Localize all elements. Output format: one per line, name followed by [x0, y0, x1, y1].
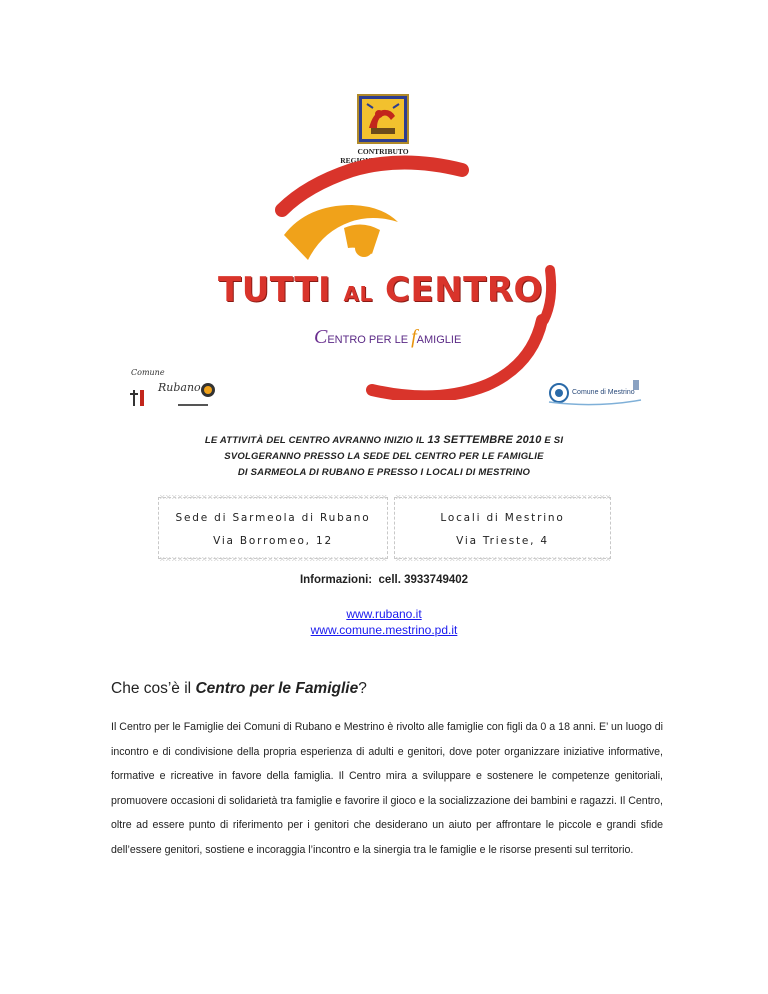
address-box-mestrino	[394, 497, 611, 559]
announcement-line1	[150, 432, 618, 449]
announcement	[150, 432, 618, 481]
logo-subtitle-f: f	[411, 326, 417, 348]
logo-subtitle-end: AMIGLIE	[416, 334, 462, 346]
zigzag-border-top	[159, 495, 387, 499]
seal-caption-line1: CONTRIBUTO	[357, 147, 409, 156]
zigzag-border-bottom	[159, 557, 387, 561]
links	[0, 606, 768, 638]
section-paragraph: Il Centro per le Famiglie dei Comuni di Rubano e Mestrino è rivolto alle famiglie con figli da 0 a 18 anni. E’ un luogo di incontro e di condivisione della propria esperienza di adulti e genitori, dove poter organizzare iniziative informative, formative e ricreative in favore della famiglia. Il Centro mira a sviluppare e sostenere le competenze genitoriali, promuovere occasioni di solidarietà tra famiglie e favorire il gioco e la socializzazione dei bambini e ragazzi. Il Centro, oltre ad essere punto di riferimento per i genitori che desiderano un aiuto per affrontare le piccole e grandi sfide dell’essere genitori, sostiene e incoraggia l’incontro e la sinergia tra le famiglie e le risorse presenti sul territorio.	[111, 721, 663, 856]
logo-subtitle-mid: ENTRO PER LE	[327, 334, 409, 346]
link-mestrino[interactable]: www.comune.mestrino.pd.it	[310, 623, 458, 637]
address-box-rubano	[158, 497, 388, 559]
info-line	[0, 574, 768, 586]
zigzag-border-top	[395, 495, 610, 499]
logo-subtitle	[314, 326, 484, 349]
announcement-date: 13 SETTEMBRE 2010	[427, 434, 542, 446]
heading-pre: Che cos’è il	[111, 680, 192, 697]
info-label: Informazioni:	[299, 574, 373, 586]
address-name: Locali di Mestrino	[440, 512, 565, 524]
logo-subtitle-c: C	[314, 326, 328, 348]
heading-emphasis: Centro per le Famiglie	[195, 680, 359, 697]
announcement-line2: SVOLGERANNO PRESSO LA SEDE DEL CENTRO PER LE FAMIGLIE	[224, 451, 544, 462]
announcement-line1-pre: LE ATTIVITÀ DEL CENTRO AVRANNO INIZIO IL	[204, 435, 425, 446]
rubano-text-name: Rubano	[158, 381, 201, 394]
info-phone: cell. 3933749402	[378, 574, 469, 586]
rubano-text-comune: Comune	[131, 368, 165, 377]
mestrino-text: Comune di Mestrino	[572, 389, 635, 396]
section-heading	[111, 680, 367, 698]
announcement-line1-post: E SI	[544, 435, 564, 446]
announcement-line3: DI SARMEOLA DI RUBANO E PRESSO I LOCALI DI MESTRINO	[237, 467, 531, 478]
logo-title-tutti: TUTTI	[218, 270, 332, 310]
regione-veneto-seal-icon	[357, 94, 409, 144]
address-street: Via Trieste, 4	[456, 535, 549, 547]
seal-caption-line2: REGIONE DEL VENETO	[340, 156, 426, 165]
address-name: Sede di Sarmeola di Rubano	[175, 512, 371, 524]
zigzag-border-bottom	[395, 557, 610, 561]
link-rubano[interactable]: www.rubano.it	[346, 607, 422, 621]
logo-title-centro: CENTRO	[385, 270, 543, 310]
heading-post: ?	[358, 680, 367, 697]
logo-title-al: AL	[343, 282, 373, 306]
logo-title	[218, 270, 558, 310]
address-street: Via Borromeo, 12	[213, 535, 333, 547]
